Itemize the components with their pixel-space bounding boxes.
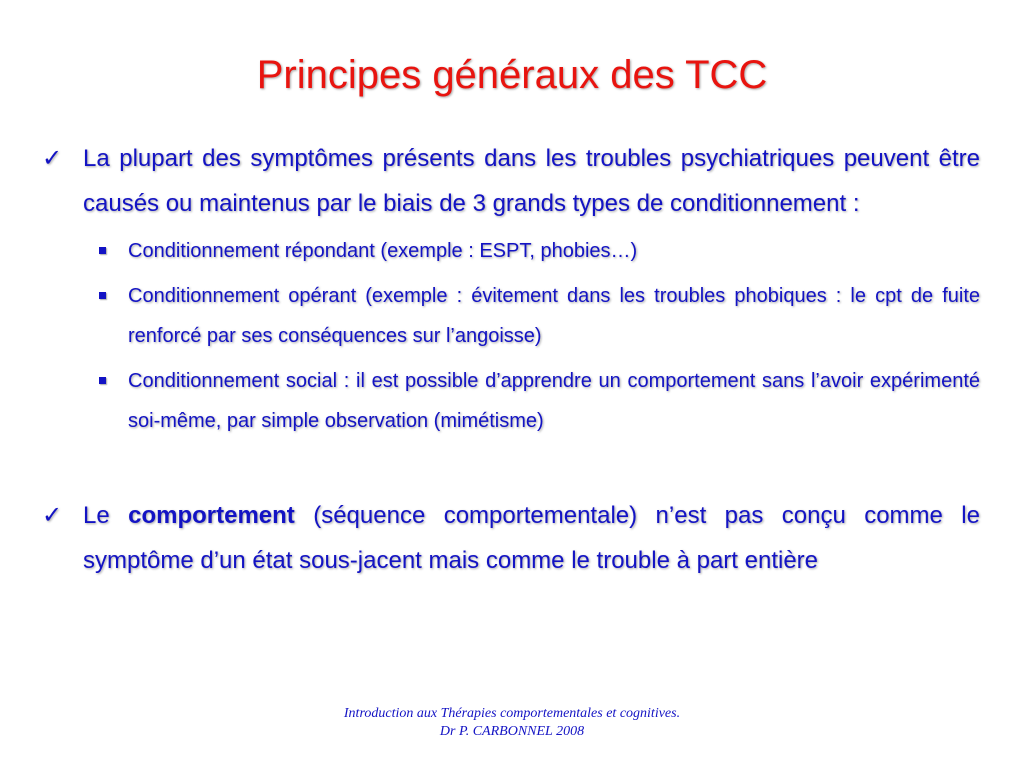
bullet-behavior-prefix: Le xyxy=(83,502,129,529)
bullet-behavior-suffix: (séquence comportementale) n’est pas conçu comme le symptôme d’un état sous-jacent mais comme le trouble à part entière xyxy=(83,502,980,574)
square-bullet-icon xyxy=(99,377,106,384)
bullet-conditioning-text: La plupart des symptômes présents dans les troubles psychiatriques peuvent être causés ou maintenus par le biais de 3 grands types de conditionnement : xyxy=(83,145,980,217)
bullet-behavior-bold: comportement xyxy=(128,502,295,529)
sub-bullet-text: Conditionnement social : il est possible d’apprendre un comportement sans l’avoir expérimenté soi-même, par simple observation (mimétisme) xyxy=(128,370,980,432)
slide-footer xyxy=(0,705,1024,741)
sub-bullet-respondent xyxy=(40,231,980,271)
sub-bullet-text: Conditionnement répondant (exemple : ESPT, phobies…) xyxy=(128,240,638,262)
slide-title: Principes généraux des TCC xyxy=(256,53,768,97)
footer-line-2: Dr P. CARBONNEL 2008 xyxy=(439,724,585,739)
sub-bullet-social xyxy=(40,361,980,441)
bullet-conditioning xyxy=(40,136,980,226)
checkmark-icon: ✓ xyxy=(42,144,63,172)
sub-bullet-operant xyxy=(40,276,980,356)
slide-content xyxy=(40,136,980,583)
bullet-behavior xyxy=(40,493,980,583)
conditioning-sublist xyxy=(40,231,980,441)
square-bullet-icon xyxy=(99,292,106,299)
square-bullet-icon xyxy=(99,247,106,254)
sub-bullet-text: Conditionnement opérant (exemple : évitement dans les troubles phobiques : le cpt de fuite renforcé par ses conséquences sur l’angoisse) xyxy=(128,285,980,347)
footer-line-1: Introduction aux Thérapies comportementales et cognitives. xyxy=(343,706,681,721)
checkmark-icon: ✓ xyxy=(42,501,63,529)
